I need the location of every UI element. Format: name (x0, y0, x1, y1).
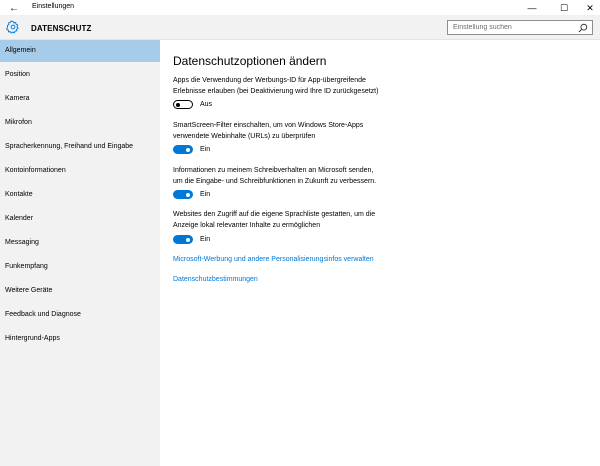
toggle-smartscreen[interactable] (173, 145, 193, 154)
sidebar-item-hintergrund-apps[interactable]: Hintergrund-Apps (5, 335, 60, 342)
setting-description-advertising-id (173, 76, 408, 97)
sidebar-item-allgemein[interactable]: Allgemein (0, 40, 160, 62)
toggle-typing-info[interactable] (173, 190, 193, 199)
main-content (160, 40, 600, 466)
toggle-state-label: Ein (200, 146, 211, 153)
sidebar-item-mikrofon[interactable]: Mikrofon (5, 119, 32, 126)
title-bar (0, 0, 600, 16)
sidebar-item-kamera[interactable]: Kamera (5, 95, 30, 102)
toggle-knob (186, 193, 190, 197)
sidebar-item-position[interactable]: Position (5, 71, 30, 78)
sidebar-item-kalender[interactable]: Kalender (5, 215, 34, 222)
app-name: DATENSCHUTZ (31, 24, 92, 33)
minimize-button[interactable]: — (527, 3, 537, 13)
setting-description-line: Websites den Zugriff auf die eigene Sprachliste gestatten, um die (173, 211, 376, 218)
sidebar-item-feedback[interactable]: Feedback und Diagnose (5, 311, 81, 318)
sidebar-item-kontakte[interactable]: Kontakte (5, 191, 33, 198)
search-input[interactable] (453, 22, 573, 33)
setting-description-line: Anzeige lokal relevanter Inhalte zu ermöglichen (173, 221, 321, 229)
sidebar-item-funkempfang[interactable]: Funkempfang (5, 263, 48, 270)
toggle-advertising-id[interactable] (173, 100, 193, 109)
setting-description-line: SmartScreen-Filter einschalten, um von Windows Store-Apps (173, 122, 364, 129)
link-manage-advertising[interactable]: Microsoft-Werbung und andere Personalisierungsinfos verwalten (173, 256, 374, 263)
search-box[interactable] (447, 20, 593, 35)
setting-description-typing-info (173, 166, 408, 187)
setting-description-smartscreen (173, 121, 408, 142)
back-arrow-icon[interactable]: ← (9, 2, 19, 14)
toggle-state-label: Aus (200, 101, 213, 108)
gear-icon (6, 20, 20, 34)
close-button[interactable]: ✕ (586, 2, 594, 13)
setting-description-line: Apps die Verwendung der Werbungs-ID für App-übergreifende (173, 77, 366, 84)
window-title: Einstellungen (32, 3, 75, 10)
setting-description-line: Informationen zu meinem Schreibverhalten an Microsoft senden, (173, 167, 374, 174)
sidebar-item-spracherkennung[interactable]: Spracherkennung, Freihand und Eingabe (5, 143, 134, 150)
setting-description-line: verwendete Webinhalte (URLs) zu überprüfen (173, 132, 316, 140)
toggle-language-list[interactable] (173, 235, 193, 244)
sidebar (0, 40, 160, 466)
sidebar-item-messaging[interactable]: Messaging (5, 239, 39, 246)
toggle-state-label: Ein (200, 236, 211, 243)
sidebar-item-kontoinformationen[interactable]: Kontoinformationen (5, 167, 66, 174)
search-icon[interactable] (578, 23, 588, 33)
link-privacy-statement[interactable]: Datenschutzbestimmungen (173, 276, 258, 283)
toggle-knob (186, 148, 190, 152)
setting-description-language-list (173, 210, 408, 231)
toggle-knob (176, 103, 180, 107)
toggle-state-label: Ein (200, 191, 211, 198)
setting-description-line: Erlebnisse erlauben (bei Deaktivierung wird Ihre ID zurückgesetzt) (173, 87, 379, 95)
sidebar-item-weitere-geraete[interactable]: Weitere Geräte (5, 287, 53, 294)
page-title: Datenschutzoptionen ändern (173, 54, 327, 68)
maximize-button[interactable]: ☐ (559, 2, 569, 13)
toggle-knob (186, 238, 190, 242)
setting-description-line: um die Eingabe- und Schreibfunktionen in Zukunft zu verbessern. (173, 177, 377, 185)
